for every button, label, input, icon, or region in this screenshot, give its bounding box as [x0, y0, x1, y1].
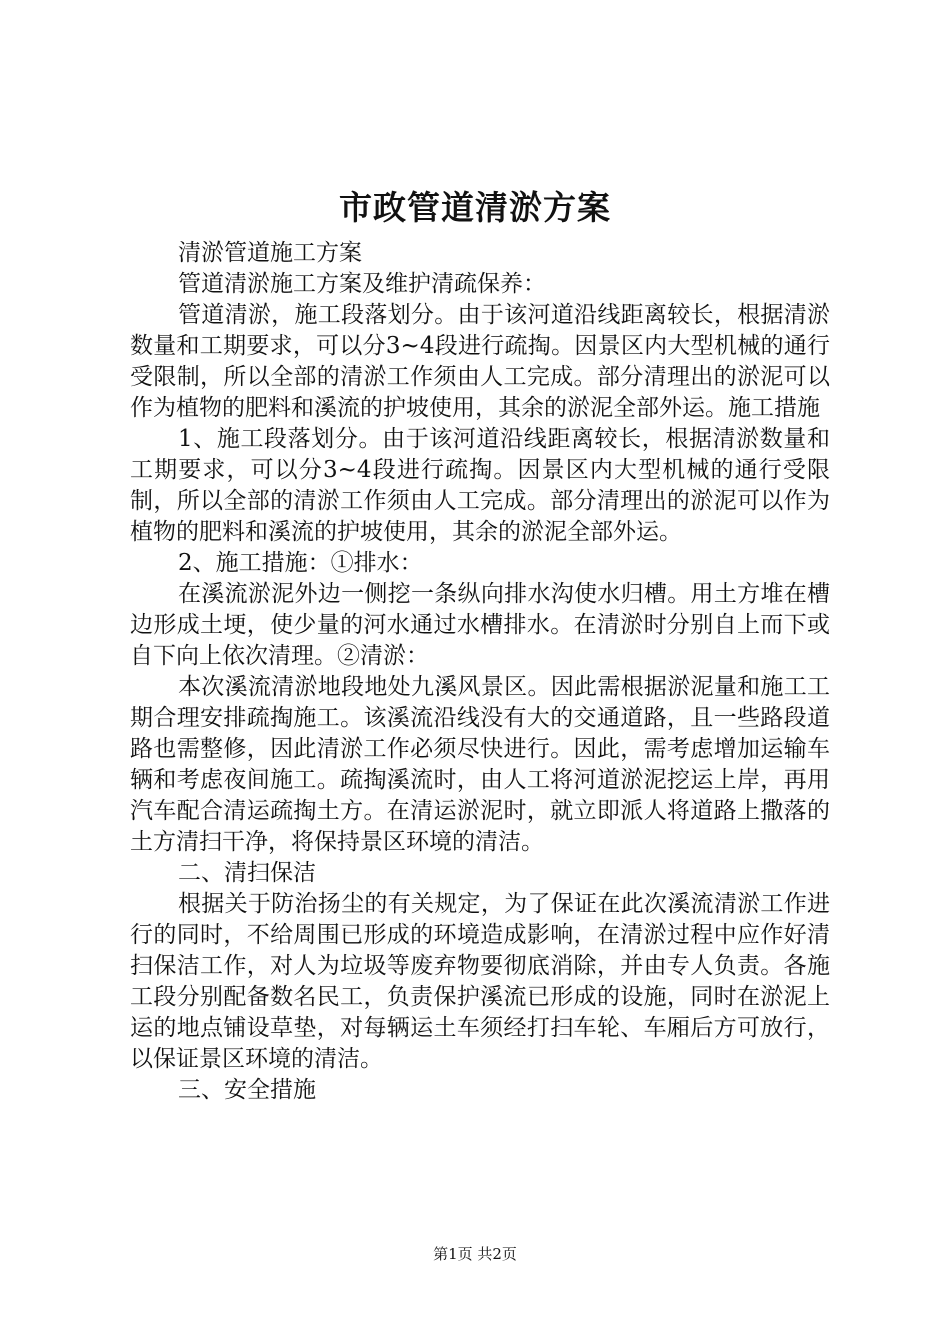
paragraph-subheading: 管道清淤施工方案及维护清疏保养：: [178, 271, 546, 297]
paragraph: 管道清淤，施工段落划分。由于该河道沿线距离较长，根据清淤数量和工期要求，可以分3~4段进行疏掏。因景区内大型机械的通行受限制，所以全部的清淤工作须由人工完成。部分清理出的淤泥可以作为植物的肥料和溪流的护坡使用，其余的淤泥全部外运。施工措施: [130, 302, 830, 421]
paragraph-heading: 清淤管道施工方案: [178, 240, 362, 266]
document-title: 市政管道清淤方案: [339, 188, 611, 227]
paragraph: 2、施工措施：①排水：: [178, 550, 423, 576]
section-heading: 二、清扫保洁: [178, 860, 316, 886]
document-body: [130, 238, 830, 1106]
paragraph: 根据关于防治扬尘的有关规定，为了保证在此次溪流清淤工作进行的同时，不给周围已形成的环境造成影响，在清淤过程中应作好清扫保洁工作，对人为垃圾等废弃物要彻底消除，并由专人负责。各施工段分别配备数名民工，负责保护溪流已形成的设施，同时在淤泥上运的地点铺设草垫，对每辆运土车须经打扫车轮、车厢后方可放行，以保证景区环境的清洁。: [130, 891, 830, 1072]
page-number-footer: 第1页 共2页: [433, 1245, 517, 1263]
paragraph: 本次溪流清淤地段地处九溪风景区。因此需根据淤泥量和施工工期合理安排疏掏施工。该溪流沿线没有大的交通道路，且一些路段道路也需整修，因此清淤工作必须尽快进行。因此，需考虑增加运输车辆和考虑夜间施工。疏掏溪流时，由人工将河道淤泥挖运上岸，再用汽车配合清运疏掏土方。在清运淤泥时，就立即派人将道路上撒落的土方清扫干净，将保持景区环境的清洁。: [130, 674, 830, 855]
section-heading: 三、安全措施: [178, 1077, 316, 1103]
paragraph: 在溪流淤泥外边一侧挖一条纵向排水沟使水归槽。用土方堆在槽边形成土埂，使少量的河水通过水槽排水。在清淤时分别自上而下或自下向上依次清理。②清淤：: [130, 581, 830, 669]
paragraph: 1、施工段落划分。由于该河道沿线距离较长，根据清淤数量和工期要求，可以分3~4段进行疏掏。因景区内大型机械的通行受限制，所以全部的清淤工作须由人工完成。部分清理出的淤泥可以作为植物的肥料和溪流的护坡使用，其余的淤泥全部外运。: [130, 426, 830, 545]
